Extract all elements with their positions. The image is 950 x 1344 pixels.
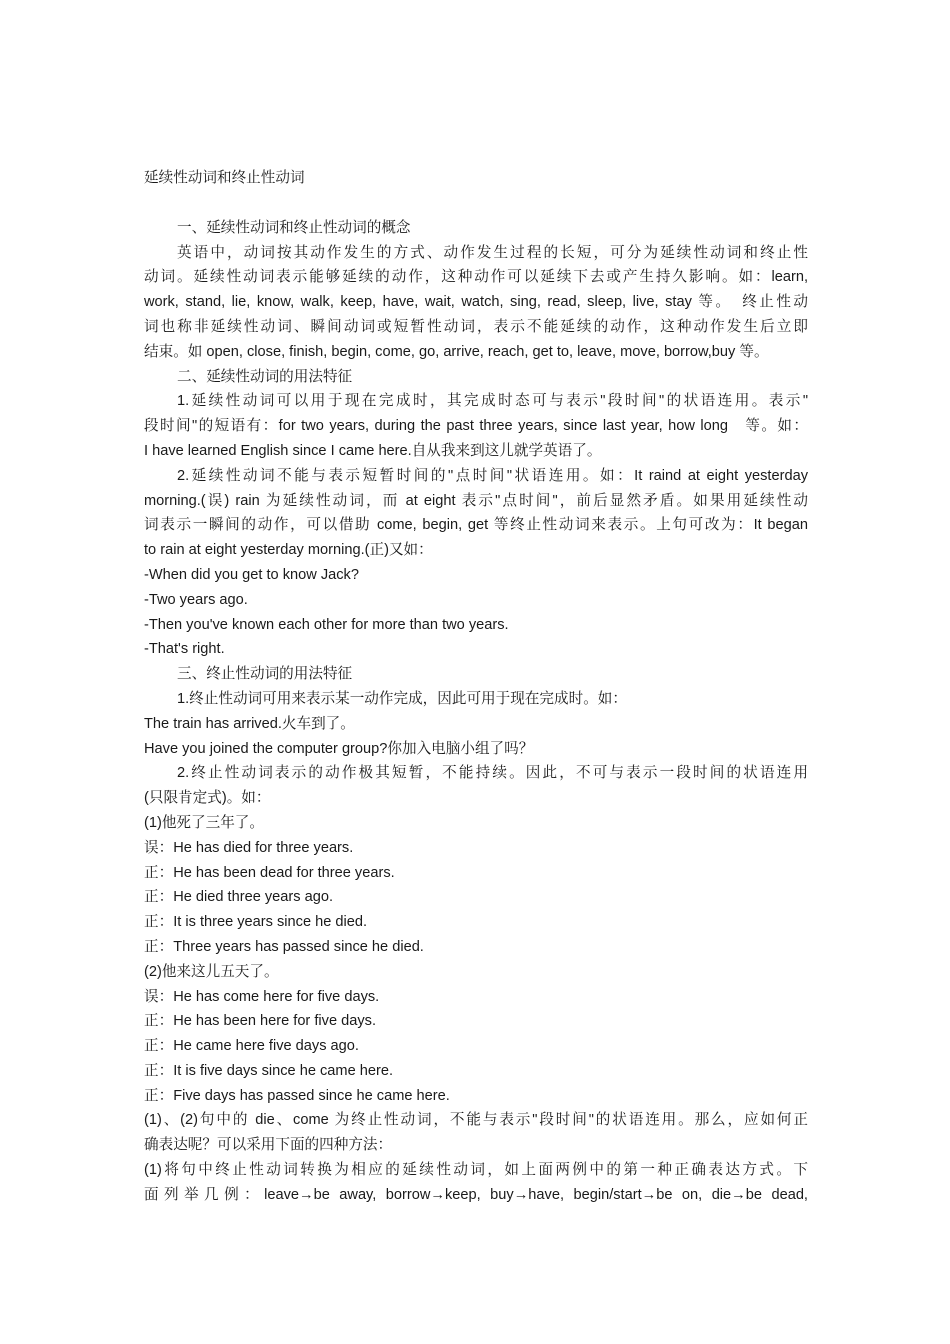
paragraph-line: 确表达呢？可以采用下面的四种方法： bbox=[144, 1137, 393, 1154]
section-heading-3: 三、终止性动词的用法特征 bbox=[177, 666, 353, 683]
example-heading: (2)他来这儿五天了。 bbox=[144, 963, 279, 980]
paragraph-line: 面列举几例：leave→be away, borrow→keep, buy→have, begin/start→be on, die→be dead, bbox=[144, 1186, 808, 1203]
document-body bbox=[144, 166, 808, 1208]
paragraph-line: 2.终止性动词表示的动作极其短暂，不能持续。因此，不可与表示一段时间的状语连用 bbox=[177, 765, 808, 782]
paragraph-line: 词表示一瞬间的动作，可以借助 come, begin, get 等终止性动词来表示。上句可改为：It began bbox=[144, 517, 808, 534]
paragraph-line: 英语中，动词按其动作发生的方式、动作发生过程的长短，可分为延续性动词和终止性 bbox=[177, 244, 808, 261]
dialogue-line: -When did you get to know Jack? bbox=[144, 566, 359, 583]
paragraph-line: (只限肯定式)。如： bbox=[144, 790, 271, 807]
section-heading-1: 一、延续性动词和终止性动词的概念 bbox=[177, 219, 411, 236]
example-line: 正：He died three years ago. bbox=[144, 889, 334, 906]
paragraph-line: morning.(误) rain 为延续性动词，而 at eight 表示"点时间"，前后显然矛盾。如果用延续性动 bbox=[144, 492, 808, 509]
dialogue-line: -Two years ago. bbox=[144, 591, 248, 608]
dialogue-line: -That's right. bbox=[144, 641, 225, 658]
example-line: 正：Three years has passed since he died. bbox=[144, 938, 424, 955]
paragraph-line: 结束。如 open, close, finish, begin, come, go, arrive, reach, get to, leave, move, borrow,buy 等。 bbox=[144, 343, 769, 360]
example-line: 正：Five days has passed since he came here. bbox=[144, 1087, 450, 1104]
dialogue-line: -Then you've known each other for more than two years. bbox=[144, 616, 509, 633]
example-line: 误：He has died for three years. bbox=[144, 839, 354, 856]
paragraph-line: work, stand, lie, know, walk, keep, have, wait, watch, sing, read, sleep, live, stay 等。 终止性动 bbox=[144, 294, 808, 311]
section-heading-2: 二、延续性动词的用法特征 bbox=[177, 368, 353, 385]
paragraph-line: 2.延续性动词不能与表示短暂时间的"点时间"状语连用。如：It raind at eight yesterday bbox=[177, 467, 808, 484]
example-line: 正：He has been dead for three years. bbox=[144, 864, 395, 881]
example-line: 误：He has come here for five days. bbox=[144, 988, 380, 1005]
paragraph-line: 1.延续性动词可以用于现在完成时，其完成时态可与表示"段时间"的状语连用。表示" bbox=[177, 393, 808, 410]
example-line: 正：He came here five days ago. bbox=[144, 1038, 359, 1055]
paragraph-line: (1)将句中终止性动词转换为相应的延续性动词，如上面两例中的第一种正确表达方式。下 bbox=[144, 1162, 808, 1179]
paragraph-line: 词也称非延续性动词、瞬间动词或短暂性动词，表示不能延续的动作，这种动作发生后立即 bbox=[144, 318, 808, 335]
document-title: 延续性动词和终止性动词 bbox=[144, 170, 305, 186]
example-line: The train has arrived.火车到了。 bbox=[144, 715, 355, 732]
example-line: Have you joined the computer group?你加入电脑小组了吗？ bbox=[144, 740, 534, 757]
example-line: I have learned English since I came here.自从我来到这儿就学英语了。 bbox=[144, 442, 602, 459]
example-line: 正：He has been here for five days. bbox=[144, 1013, 376, 1030]
paragraph-line: 段时间"的短语有：for two years, during the past three years, since last year, how long 等。如： bbox=[144, 418, 808, 435]
example-heading: (1)他死了三年了。 bbox=[144, 814, 264, 831]
paragraph-line: 动词。延续性动词表示能够延续的动作，这种动作可以延续下去或产生持久影响。如：learn, bbox=[144, 269, 808, 286]
example-line: 正：It is five days since he came here. bbox=[144, 1062, 394, 1079]
paragraph-line: (1)、(2)句中的 die、come 为终止性动词，不能与表示"段时间"的状语连用。那么，应如何正 bbox=[144, 1112, 808, 1129]
paragraph-line: 1.终止性动词可用来表示某一动作完成，因此可用于现在完成时。如： bbox=[177, 690, 627, 707]
example-line: 正：It is three years since he died. bbox=[144, 914, 368, 931]
paragraph-line: to rain at eight yesterday morning.(正)又如： bbox=[144, 542, 433, 559]
